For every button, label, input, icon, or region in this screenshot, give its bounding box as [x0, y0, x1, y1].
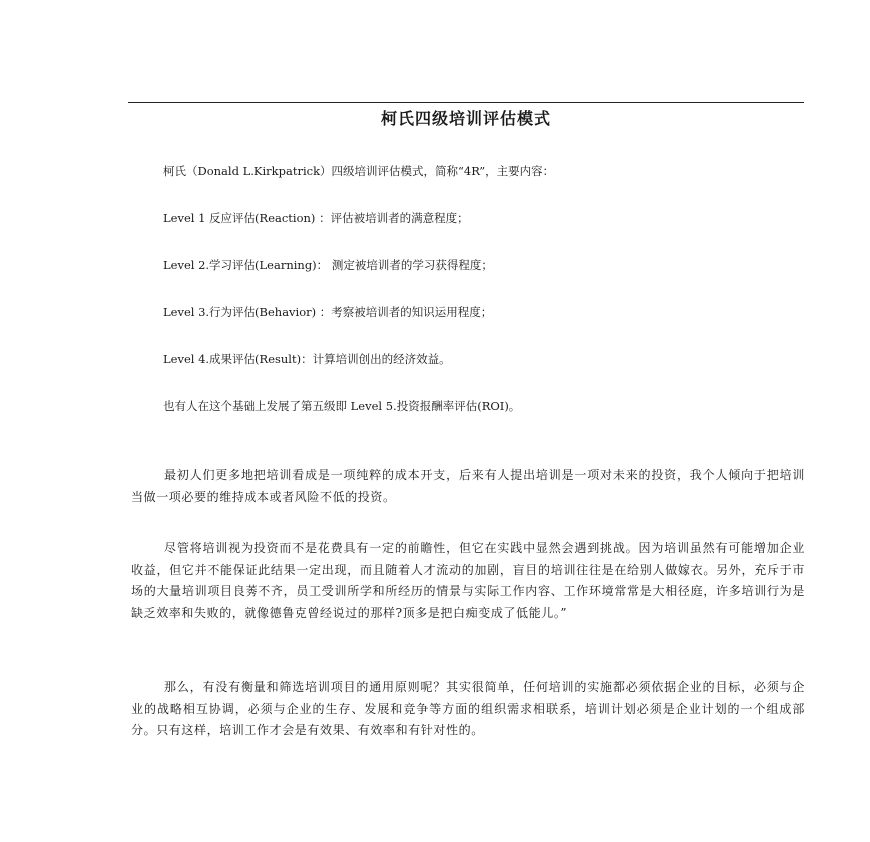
level-1-line: Level 1 反应评估(Reaction) ：评估被培训者的满意程度； — [163, 211, 469, 225]
paragraph-investment-challenge: 尽管将培训视为投资而不是花费具有一定的前瞻性，但它在实践中显然会遇到挑战。因为培训虽然有可能增加企业收益，但它并不能保证此结果一定出现，而且随着人才流动的加剧，盲目的培训往往是在给别人做嫁衣。另外，充斥于市场的大量培训项目良莠不齐，员工受训所学和所经历的情景与实际工作内容、工作环境常常是大相径庭，许多培训行为是缺乏效率和失败的，就像德鲁克曾经说过的那样?顶多是把白痴变成了低能儿。” — [131, 541, 805, 620]
level-2-line: Level 2.学习评估(Learning)： 测定被培训者的学习获得程度； — [163, 258, 493, 272]
level-3-line: Level 3.行为评估(Behavior) ：考察被培训者的知识运用程度； — [163, 305, 493, 319]
level-5-line: 也有人在这个基础上发展了第五级即 Level 5.投资报酬率评估(ROI)。 — [163, 399, 521, 413]
intro-line: 柯氏（Donald L.Kirkpatrick）四级培训评估模式，简称“4R”，主要内容： — [163, 164, 555, 178]
paragraph-general-principle: 那么，有没有衡量和筛选培训项目的通用原则呢？其实很简单，任何培训的实施都必须依据企业的目标，必须与企业的战略相互协调，必须与企业的生存、发展和竞争等方面的组织需求相联系，培训计划必须是企业计划的一个组成部分。只有这样，培训工作才会是有效果、有效率和有针对性的。 — [131, 680, 805, 737]
level-4-line: Level 4.成果评估(Result)：计算培训创出的经济效益。 — [163, 352, 451, 366]
page-title: 柯氏四级培训评估模式 — [380, 109, 551, 128]
paragraph-cost-investment: 最初人们更多地把培训看成是一项纯粹的成本开支，后来有人提出培训是一项对未来的投资，我个人倾向于把培训当做一项必要的维持成本或者风险不低的投资。 — [131, 468, 805, 504]
header-rule — [128, 102, 804, 103]
